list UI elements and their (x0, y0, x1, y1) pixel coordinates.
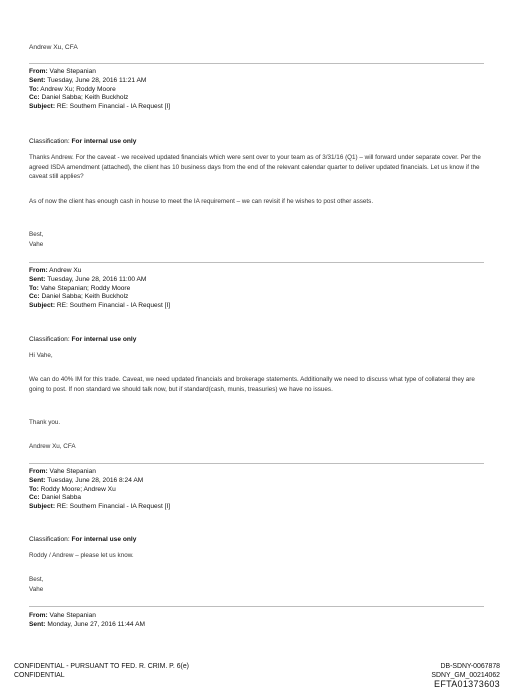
sent-value: Tuesday, June 28, 2016 11:00 AM (47, 275, 147, 283)
to-label: To: (29, 485, 39, 493)
body-signoff: Best, Vahe (29, 576, 44, 593)
classification-2 (29, 336, 136, 343)
from-value: Vahe Stepanian (49, 612, 96, 619)
body-paragraph: We can do 40% IM for this trade. Caveat, we need updated financials and brokerage statements. Additionally we need to discuss what type of collateral they are going to post. If non standard we should talk now, but if standard(cash, munis, treasuries) we have no issues. (29, 376, 475, 393)
subject-value: RE: Southern Financial - IA Request [I] (56, 503, 171, 511)
body-paragraph: Thanks Andrew. For the caveat - we received updated financials which were sent over to your team as of 3/31/16 (Q1) – will forward under separate cover. Per the agreed ISDA amendment (attached), the client has 10 business days from the end of the relevant calendar quarter to deliver updated financials. Let us know if the caveat still applies? (29, 154, 481, 181)
separator-rule (29, 262, 484, 263)
classification-value: For internal use only (71, 536, 137, 543)
body-paragraph: As of now the client has enough cash in house to meet the IA requirement – we can revisit if he wishes to post other assets. (29, 198, 374, 205)
cc-label: Cc: (29, 293, 40, 301)
to-label: To: (29, 85, 39, 93)
from-value: Vahe Stepanian (49, 468, 96, 475)
classification-label: Classification: (29, 536, 70, 543)
email-header-3 (29, 468, 170, 512)
email-header-2 (29, 267, 170, 311)
cc-value: Daniel Sabba (41, 494, 82, 502)
subject-label: Subject: (29, 302, 56, 310)
subject-label: Subject: (29, 103, 56, 111)
separator-rule (29, 63, 484, 64)
sent-label: Sent: (29, 476, 46, 484)
from-label: From: (29, 267, 48, 274)
body-paragraph: Roddy / Andrew – please let us know. (29, 552, 134, 559)
from-label: From: (29, 468, 48, 475)
subject-label: Subject: (29, 503, 56, 511)
doc-id-1: DB-SDNY-0067878 (440, 663, 500, 670)
sent-value: Monday, June 27, 2016 11:44 AM (47, 620, 145, 628)
subject-value: RE: Southern Financial - IA Request [I] (56, 103, 171, 111)
signature-top: Andrew Xu, CFA (29, 44, 78, 51)
sent-value: Tuesday, June 28, 2016 8:24 AM (47, 476, 144, 484)
cc-value: Daniel Sabba; Keith Buckholz (41, 293, 129, 301)
classification-1 (29, 138, 136, 145)
email-header-4 (29, 612, 145, 630)
confidential-label: CONFIDENTIAL (14, 671, 65, 679)
classification-3 (29, 536, 136, 543)
cc-value: Daniel Sabba; Keith Buckholz (41, 94, 129, 102)
body-paragraph: Thank you. (29, 419, 61, 426)
cc-label: Cc: (29, 494, 40, 502)
subject-value: RE: Southern Financial - IA Request [I] (56, 302, 171, 310)
footer-left (14, 663, 189, 680)
email-header-1 (29, 68, 170, 112)
to-value: Vahe Stepanian; Roddy Moore (40, 284, 131, 292)
body-greeting: Hi Vahe, (29, 352, 53, 359)
from-label: From: (29, 612, 48, 619)
separator-rule (29, 606, 484, 607)
footer-right (431, 663, 500, 689)
from-value: Vahe Stepanian (49, 68, 96, 75)
sent-label: Sent: (29, 620, 46, 628)
sent-label: Sent: (29, 275, 46, 283)
bates-number: EFTA01373603 (434, 679, 500, 690)
cc-label: Cc: (29, 94, 40, 102)
classification-value: For internal use only (71, 138, 137, 145)
doc-id-2: SDNY_GM_00214062 (431, 671, 500, 679)
confidential-notice: CONFIDENTIAL - PURSUANT TO FED. R. CRIM. P. 6(e) (14, 663, 189, 670)
to-value: Andrew Xu; Roddy Moore (40, 85, 116, 93)
body-signoff: Best, Vahe (29, 231, 44, 248)
to-value: Roddy Moore; Andrew Xu (40, 485, 116, 493)
separator-rule (29, 463, 484, 464)
sent-value: Tuesday, June 28, 2016 11:21 AM (47, 76, 147, 84)
classification-value: For internal use only (71, 336, 137, 343)
sent-label: Sent: (29, 76, 46, 84)
classification-label: Classification: (29, 138, 70, 145)
from-label: From: (29, 68, 48, 75)
from-value: Andrew Xu (49, 267, 82, 274)
to-label: To: (29, 284, 39, 292)
body-signature: Andrew Xu, CFA (29, 443, 76, 450)
classification-label: Classification: (29, 336, 70, 343)
